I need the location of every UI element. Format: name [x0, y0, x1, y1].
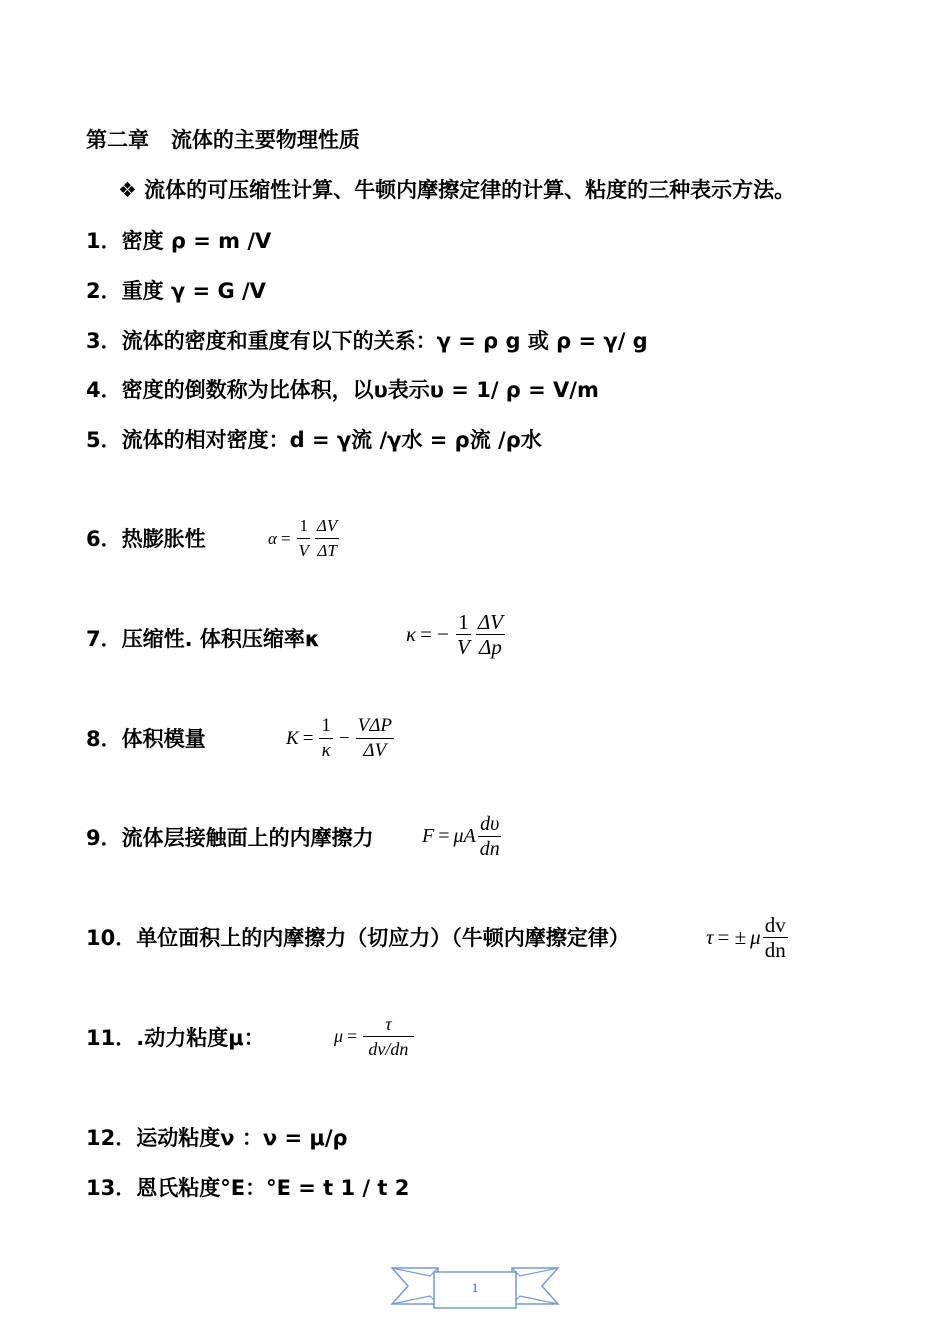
- item-6: 6．热膨胀性: [86, 527, 206, 551]
- formula-newton-law: τ = ± μ $\frac{dv}{dn}$: [706, 913, 786, 962]
- chapter-heading: [86, 126, 360, 154]
- diamond-bullet-icon: ❖: [118, 178, 137, 202]
- item-11: 11．.动力粘度μ：: [86, 1026, 265, 1050]
- item-13: 13．恩氏粘度°E：°E = t 1 / t 2: [86, 1176, 410, 1200]
- formula-compressibility: κ = − $\frac{1}{V}$ $\frac{\Delta V}{\Delta p}$: [406, 610, 504, 659]
- item-5: 5．流体的相对密度：d = γ流 /γ水 = ρ流 /ρ水: [86, 428, 542, 452]
- formula-internal-friction: F = μA $\frac{d\upsilon}{dn}$: [422, 813, 500, 860]
- key-points: [118, 176, 795, 204]
- item-1: 1．密度 ρ = m /V: [86, 229, 272, 253]
- item-8: 8．体积模量: [86, 727, 206, 751]
- item-9: 9．流体层接触面上的内摩擦力: [86, 826, 374, 850]
- item-4: 4．密度的倒数称为比体积，以υ表示υ = 1/ ρ = V/m: [86, 378, 599, 402]
- key-points-text: 流体的可压缩性计算、牛顿内摩擦定律的计算、粘度的三种表示方法。: [144, 178, 796, 202]
- formula-bulk-modulus: K = $\frac{1}{\kappa}$ − $\frac{\text{VΔP}}{\Delta V}$: [286, 715, 392, 761]
- chapter-number: 第二章: [86, 128, 149, 152]
- item-12: 12．运动粘度ν ：ν = μ/ρ: [86, 1126, 348, 1150]
- formula-thermal-expansion: α = $\frac{1}{V}$ $\frac{\Delta V}{\Delta T}$: [268, 516, 338, 560]
- item-3: 3．流体的密度和重度有以下的关系：γ = ρ g 或 ρ = γ/ g: [86, 329, 648, 353]
- item-10: 10．单位面积上的内摩擦力（切应力）（牛顿内摩擦定律）: [86, 926, 630, 950]
- page-number: 1: [471, 1280, 479, 1295]
- item-2: 2．重度 γ = G /V: [86, 279, 266, 303]
- formula-dynamic-viscosity: μ = $\frac{\tau}{dv/dn}$: [334, 1012, 416, 1061]
- page-footer-ribbon: [390, 1262, 560, 1312]
- chapter-title: 流体的主要物理性质: [170, 128, 360, 152]
- item-7: 7．压缩性. 体积压缩率κ: [86, 627, 320, 651]
